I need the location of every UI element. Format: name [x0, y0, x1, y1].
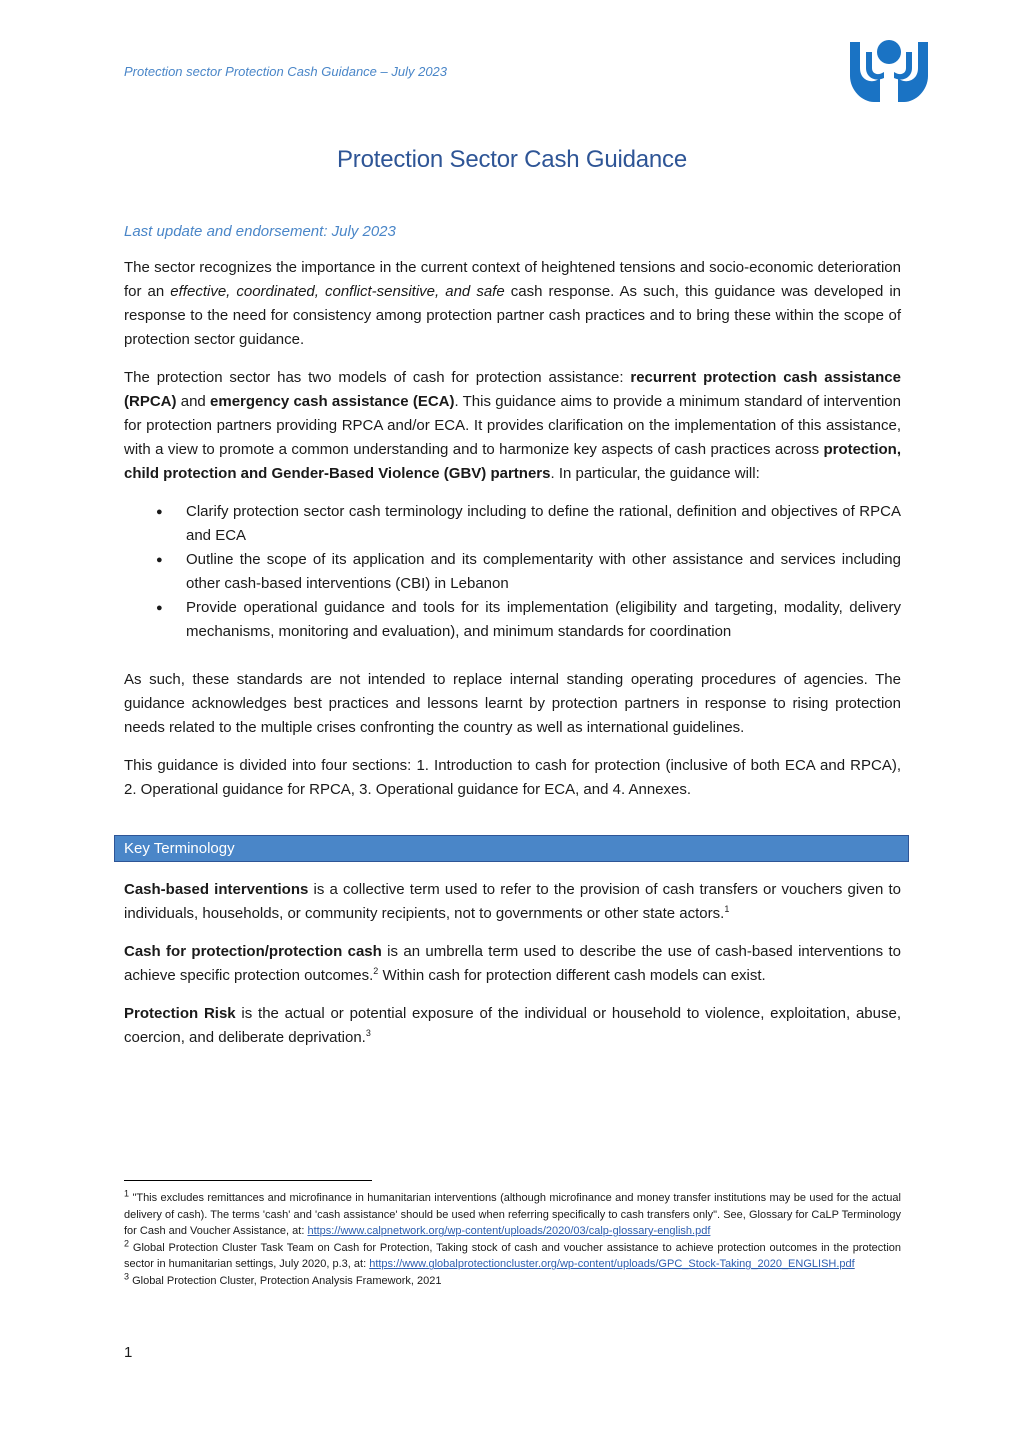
footnote-link[interactable]: https://www.calpnetwork.org/wp-content/uploads/2020/03/calp-glossary-english.pdf	[307, 1225, 711, 1238]
section-heading-key-terminology: Key Terminology	[114, 835, 909, 862]
bold-term-eca: emergency cash assistance (ECA)	[210, 393, 455, 410]
bold-partners: protection, child protection and Gender-Based Violence (GBV) partners	[124, 441, 901, 482]
term: Cash for protection/protection cash	[124, 943, 382, 960]
intro-paragraph-3: As such, these standards are not intended to replace internal standing operating procedures of agencies. The guidance acknowledges best practices and lessons learnt by protection partners in response to rising protection needs related to the multiple crises confronting the country as well as international guidelines.	[124, 671, 901, 736]
footnotes	[124, 1190, 901, 1290]
intro-paragraph-1	[124, 256, 901, 352]
footnote-separator	[124, 1180, 372, 1181]
definition: is the actual or potential exposure of the individual or household to violence, exploitation, abuse, coercion, and deliberate deprivation.	[124, 1005, 902, 1046]
document-title: Protection Sector Cash Guidance	[337, 146, 687, 173]
definition: is a collective term used to refer to the provision of cash transfers or vouchers given to individuals, households, or community recipients, not to governments or other state actors.	[124, 881, 901, 922]
term-definition	[124, 878, 901, 926]
guidance-bullet-list	[124, 500, 901, 644]
text-run: cash response. As such, this guidance was developed in response to the need for consistency among protection partner cash practices and to bring these within the scope of protection sector guidance.	[124, 283, 902, 348]
emphasis-text: effective, coordinated, conflict-sensitive, and safe	[170, 283, 505, 300]
footnote	[124, 1190, 901, 1240]
text-run: . In particular, the guidance will:	[550, 465, 760, 482]
intro-section	[124, 220, 901, 816]
definition: is an umbrella term used to describe the use of cash-based interventions to achieve specific protection outcomes.	[124, 943, 901, 984]
bold-term-rpca: recurrent protection cash assistance (RPCA)	[124, 369, 901, 410]
running-header: Protection sector Protection Cash Guidance – July 2023	[124, 64, 448, 79]
definition: Within cash for protection different cash models can exist.	[378, 967, 766, 984]
terminology-list	[124, 878, 901, 1064]
footnote	[124, 1273, 901, 1290]
intro-paragraph-2	[124, 366, 901, 486]
list-item: ● Clarify protection sector cash terminology including to define the rational, definition and objectives of RPCA and ECA	[124, 500, 901, 548]
footnote-link[interactable]: https://www.globalprotectioncluster.org/wp-content/uploads/GPC_Stock-Taking_2020_ENGLISH.pdf	[369, 1258, 855, 1271]
text-run: The sector recognizes the importance in the current context of heightened tensions and socio-economic deterioration for an	[124, 259, 901, 300]
list-item: ● Outline the scope of its application and its complementarity with other assistance and services including other cash-based interventions (CBI) in Lebanon	[124, 548, 901, 596]
footnote-number: 2	[124, 1238, 130, 1249]
footnote-ref[interactable]: 3	[365, 1028, 371, 1038]
page-number: 1	[124, 1344, 133, 1361]
footnote-text: Global Protection Cluster Task Team on Cash for Protection, Taking stock of cash and voucher assistance to achieve protection outcomes in the protection sector in humanitarian settings, July 2020, p.3, at:	[124, 1241, 901, 1271]
hands-holding-person-icon	[844, 38, 934, 108]
term-definition	[124, 940, 901, 988]
term-definition	[124, 1002, 901, 1050]
term: Cash-based interventions	[124, 881, 309, 898]
footnote-number: 1	[124, 1188, 130, 1199]
update-line: Last update and endorsement: July 2023	[124, 223, 396, 240]
list-item: ● Provide operational guidance and tools for its implementation (eligibility and targeting, modality, delivery mechanisms, monitoring and evaluation), and minimum standards for coordination	[124, 596, 901, 644]
footnote-ref[interactable]: 2	[373, 966, 379, 976]
footnote-number: 3	[124, 1271, 130, 1282]
intro-paragraph-4: This guidance is divided into four sections: 1. Introduction to cash for protection (inclusive of both ECA and RPCA), 2. Operational guidance for RPCA, 3. Operational guidance for ECA, and 4. Annexes.	[124, 757, 901, 798]
footnote-text: Global Protection Cluster, Protection Analysis Framework, 2021	[129, 1274, 442, 1287]
text-run: . This guidance aims to provide a minimum standard of intervention for protection partners providing RPCA and/or ECA. It provides clarification on the implementation of this assistance, with a view to promote a common understanding and to harmonize key aspects of cash practices across	[124, 393, 901, 458]
text-run: and	[176, 393, 211, 410]
term: Protection Risk	[124, 1005, 236, 1022]
text-run: The protection sector has two models of cash for protection assistance:	[124, 369, 631, 386]
footnote-text: "This excludes remittances and microfinance in humanitarian interventions (although microfinance and money transfer institutions may be used for the actual delivery of cash). The terms 'cash' and 'cash assistance' should be used when referring specifically to cash transfers only". See, Glossary for CaLP Terminology for Cash and Voucher Assistance, at:	[124, 1192, 901, 1238]
footnote	[124, 1240, 901, 1273]
footnote-ref[interactable]: 1	[724, 904, 730, 914]
